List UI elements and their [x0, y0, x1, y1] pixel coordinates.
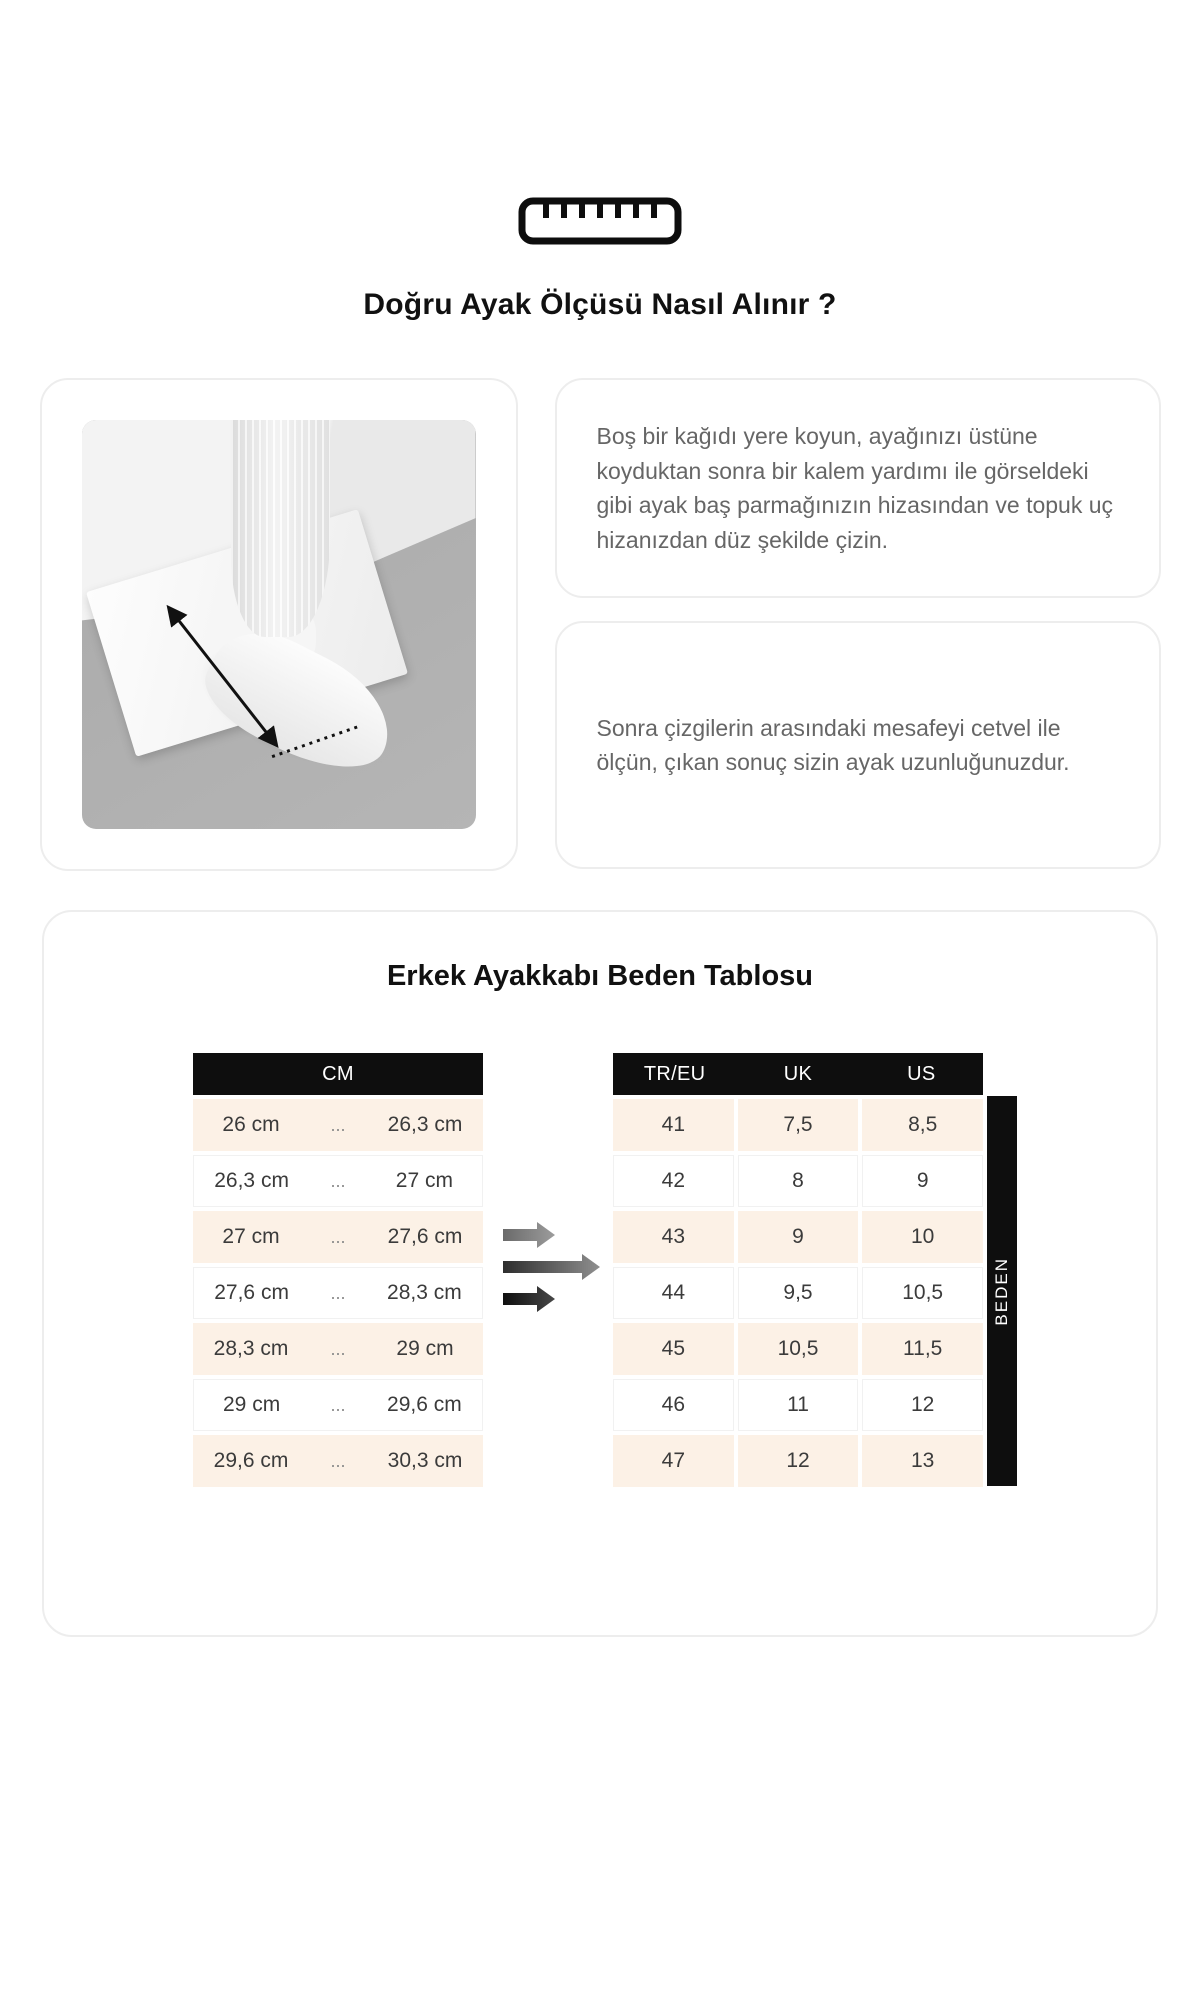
table-row — [193, 1155, 483, 1207]
foot-measurement-photo-card — [40, 378, 518, 871]
size-cell: 46 — [613, 1379, 734, 1431]
cm-from: 26,3 cm — [214, 1169, 289, 1192]
cm-from: 27 cm — [222, 1225, 280, 1248]
size-cell: 12 — [862, 1379, 983, 1431]
header-tr-eu: TR/EU — [643, 1062, 706, 1085]
size-cell: 9 — [738, 1211, 859, 1263]
cm-from: 28,3 cm — [213, 1337, 289, 1360]
size-chart-title: Erkek Ayakkabı Beden Tablosu — [386, 960, 814, 992]
instruction-step2-text: Sonra çizgilerin arasındaki mesafeyi cetvel ile ölçün, çıkan sonuç sizin ayak uzunluğunuzdur. — [596, 714, 1070, 775]
cm-to: 26,3 cm — [387, 1113, 463, 1136]
size-cell: 10 — [862, 1211, 983, 1263]
header-uk: UK — [783, 1062, 813, 1085]
size-cell: 10,5 — [738, 1323, 859, 1375]
table-row — [193, 1099, 483, 1151]
header-us: US — [907, 1062, 936, 1085]
size-cell: 9 — [862, 1155, 983, 1207]
table-row — [193, 1435, 483, 1487]
cm-table-header — [193, 1053, 483, 1095]
cm-to: 27,6 cm — [387, 1225, 463, 1248]
size-cell: 45 — [613, 1323, 734, 1375]
cm-separator: ... — [330, 1450, 346, 1471]
table-row — [613, 1435, 983, 1487]
cm-to: 27 cm — [395, 1169, 453, 1192]
size-table — [613, 1053, 983, 1491]
cm-from: 29 cm — [223, 1393, 281, 1416]
cm-to: 29 cm — [396, 1337, 454, 1360]
size-chart-card — [42, 910, 1158, 1637]
cm-separator: ... — [330, 1114, 346, 1135]
size-cell: 10,5 — [862, 1267, 983, 1319]
table-row — [613, 1379, 983, 1431]
size-cell: 44 — [613, 1267, 734, 1319]
instruction-step1-text: Boş bir kağıdı yere koyun, ayağınızı üstüne koyduktan sonra bir kalem yardımı ile görseldeki gibi ayak baş parmağınızın hizasından ve topuk uç hizanızdan düz şekilde çizin. — [596, 423, 1114, 553]
cm-separator: ... — [330, 1226, 346, 1247]
table-row — [193, 1323, 483, 1375]
table-row — [193, 1211, 483, 1263]
table-row — [613, 1099, 983, 1151]
size-cell: 41 — [613, 1099, 734, 1151]
instructions-column — [555, 378, 1161, 871]
size-cell: 8,5 — [862, 1099, 983, 1151]
instruction-step1-box — [555, 378, 1161, 598]
cm-from: 29,6 cm — [213, 1449, 289, 1472]
size-cell: 8 — [738, 1155, 859, 1207]
table-row — [193, 1379, 483, 1431]
measurement-guide-section — [40, 378, 1161, 871]
cm-to: 28,3 cm — [387, 1281, 462, 1304]
size-tables-area — [44, 1053, 1156, 1486]
table-row — [613, 1155, 983, 1207]
size-cell: 7,5 — [738, 1099, 859, 1151]
table-row — [613, 1211, 983, 1263]
cm-table — [193, 1053, 483, 1491]
cm-separator: ... — [330, 1282, 346, 1303]
size-cell: 11,5 — [862, 1323, 983, 1375]
cm-to: 29,6 cm — [387, 1393, 462, 1416]
table-row — [193, 1267, 483, 1319]
size-cell: 47 — [613, 1435, 734, 1487]
size-cell: 9,5 — [738, 1267, 859, 1319]
measurement-arrow-icon — [82, 420, 476, 829]
size-cell: 42 — [613, 1155, 734, 1207]
ruler-icon — [518, 197, 682, 250]
cm-header-label: CM — [322, 1062, 354, 1085]
size-cell: 13 — [862, 1435, 983, 1487]
cm-separator: ... — [330, 1338, 346, 1359]
table-row — [613, 1267, 983, 1319]
cm-from: 26 cm — [222, 1113, 280, 1136]
cm-from: 27,6 cm — [214, 1281, 289, 1304]
table-row — [613, 1323, 983, 1375]
size-cell: 12 — [738, 1435, 859, 1487]
beden-label-text: BEDEN — [992, 1256, 1011, 1326]
page-title: Doğru Ayak Ölçüsü Nasıl Alınır ? — [363, 288, 837, 321]
size-table-header — [613, 1053, 983, 1095]
conversion-arrows-icon — [503, 1221, 600, 1313]
cm-to: 30,3 cm — [387, 1449, 463, 1472]
cm-separator: ... — [330, 1170, 346, 1191]
size-cell: 43 — [613, 1211, 734, 1263]
beden-side-label — [987, 1096, 1017, 1486]
size-cell: 11 — [738, 1379, 859, 1431]
instruction-step2-box — [555, 621, 1161, 869]
cm-separator: ... — [330, 1394, 346, 1415]
foot-measurement-photo — [82, 420, 476, 829]
